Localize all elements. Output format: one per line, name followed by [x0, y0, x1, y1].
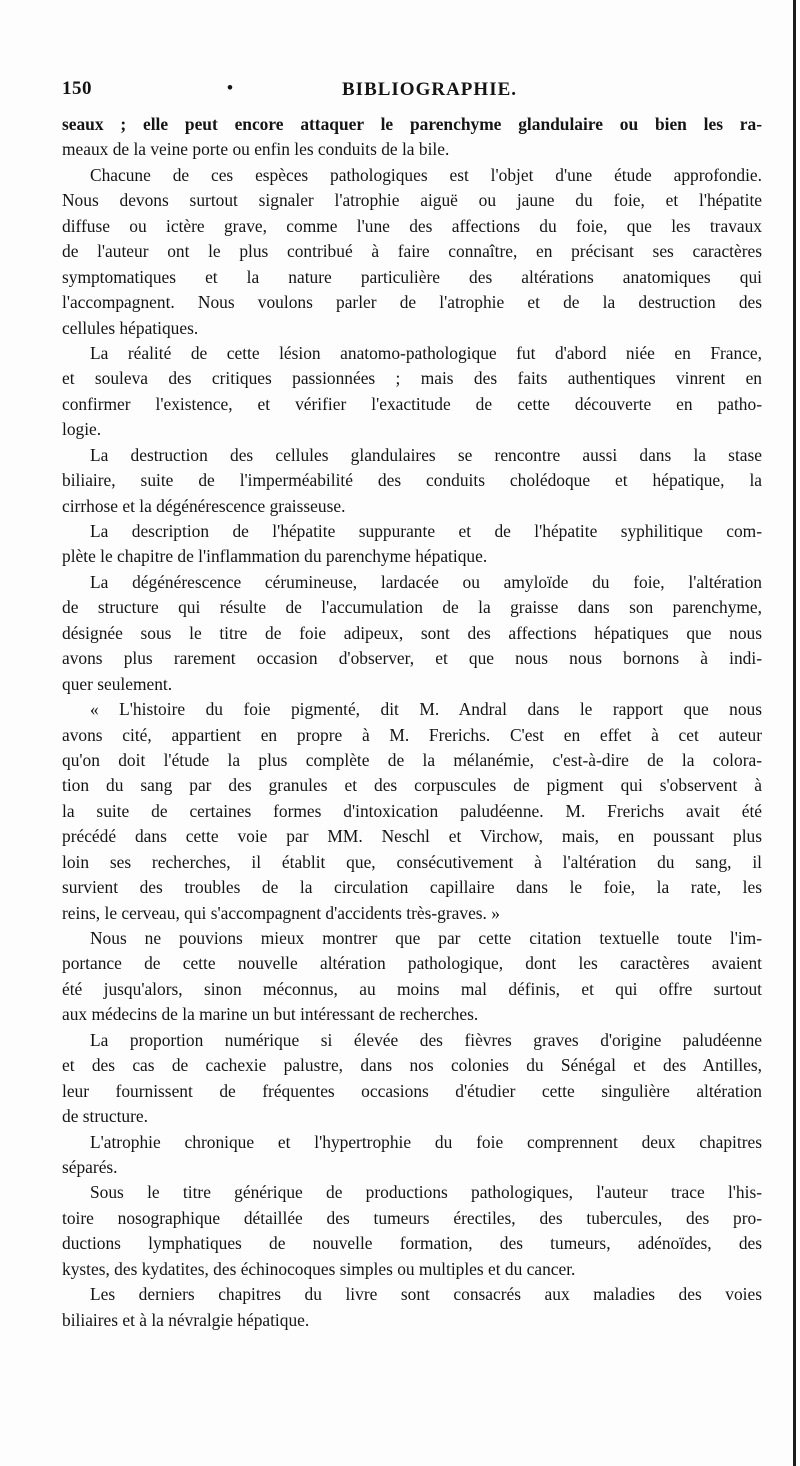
text-line: seaux ; elle peut encore attaquer le parenchyme glandulaire ou bien les ra-: [62, 114, 762, 134]
text-line: meaux de la veine porte ou enfin les conduits de la bile.: [62, 139, 450, 160]
text-line: cirrhose et la dégénérescence graisseuse.: [62, 495, 346, 516]
text-line: La description de l'hépatite suppurante et de l'hépatite syphilitique com-: [90, 521, 762, 541]
text-line: La proportion numérique si élevée des fièvres graves d'origine paludéenne: [90, 1029, 762, 1050]
text-line: de structure qui résulte de l'accumulation de la graisse dans son parenchyme,: [62, 597, 762, 618]
text-line: Les derniers chapitres du livre sont consacrés aux maladies des voies: [90, 1284, 762, 1305]
header-ornament: •: [227, 78, 233, 97]
text-line: avons plus rarement occasion d'observer, et que nous nous bornons à indi-: [62, 648, 762, 669]
text-line: avons cité, appartient en propre à M. Frerichs. C'est en effet à cet auteur: [62, 724, 762, 745]
text-line: kystes, des kydatites, des échinocoques simples ou multiples et du cancer.: [62, 1258, 576, 1279]
text-line: et souleva des critiques passionnées ; mais des faits authentiques vinrent en: [62, 368, 762, 389]
running-title: BIBLIOGRAPHIE.: [342, 79, 518, 100]
text-line: leur fournissent de fréquentes occasions d'étudier cette singulière altération: [62, 1080, 762, 1101]
text-line: La dégénérescence cérumineuse, lardacée ou amyloïde du foie, l'altération: [90, 571, 762, 592]
text-line: Nous ne pouvions mieux montrer que par cette citation textuelle toute l'im-: [90, 928, 762, 948]
running-header: [62, 78, 692, 108]
text-line: portance de cette nouvelle altération pathologique, dont les caractères avaient: [62, 953, 762, 974]
text-line: précédé dans cette voie par MM. Neschl et Virchow, mais, en poussant plus: [62, 826, 762, 847]
text-line: Sous le titre générique de productions pathologiques, l'auteur trace l'his-: [90, 1182, 762, 1203]
text-line: désignée sous le titre de foie adipeux, sont des affections hépatiques que nous: [62, 622, 762, 643]
text-line: biliaires et à la névralgie hépatique.: [62, 1309, 310, 1330]
page-number: 150: [62, 78, 92, 99]
page-edge-line: [793, 0, 796, 1466]
text-line: L'atrophie chronique et l'hypertrophie du foie comprennent deux chapitres: [90, 1131, 762, 1152]
text-line: loin ses recherches, il établit que, consécutivement à l'altération du sang, il: [62, 851, 762, 872]
text-line: La destruction des cellules glandulaires se rencontre aussi dans la stase: [90, 444, 762, 465]
text-line: cellules hépatiques.: [62, 317, 199, 338]
text-line: l'accompagnent. Nous voulons parler de l'atrophie et de la destruction des: [62, 292, 762, 313]
text-line: symptomatiques et la nature particulière des altérations anatomiques qui: [62, 266, 762, 287]
text-line: La réalité de cette lésion anatomo-pathologique fut d'abord niée en France,: [90, 342, 762, 363]
text-line: tion du sang par des granules et des corpuscules de pigment qui s'observent à: [62, 775, 762, 796]
text-line: quer seulement.: [62, 673, 173, 694]
text-line: plète le chapitre de l'inflammation du parenchyme hépatique.: [62, 546, 488, 567]
text-line: ductions lymphatiques de nouvelle formation, des tumeurs, adénoïdes, des: [62, 1233, 762, 1254]
text-line: de structure.: [62, 1106, 148, 1127]
text-line: de l'auteur ont le plus contribué à faire connaître, en précisant ses caractères: [62, 241, 762, 262]
text-line: toire nosographique détaillée des tumeurs érectiles, des tubercules, des pro-: [62, 1207, 762, 1228]
text-line: diffuse ou ictère grave, comme l'une des affections du foie, que les travaux: [62, 215, 762, 236]
body-text: [62, 112, 762, 1333]
text-line: aux médecins de la marine un but intéressant de recherches.: [62, 1004, 479, 1025]
text-line: été jusqu'alors, sinon méconnus, au moins mal définis, et qui offre surtout: [62, 978, 762, 999]
text-line: Nous devons surtout signaler l'atrophie aiguë ou jaune du foie, et l'hépatite: [62, 190, 762, 211]
text-line: survient des troubles de la circulation capillaire dans le foie, la rate, les: [62, 877, 762, 898]
text-line: biliaire, suite de l'imperméabilité des conduits cholédoque et hépatique, la: [62, 470, 762, 491]
text-line: séparés.: [62, 1156, 118, 1177]
text-line: reins, le cerveau, qui s'accompagnent d'accidents très-graves. »: [62, 902, 500, 923]
text-line: et des cas de cachexie palustre, dans nos colonies du Sénégal et des Antilles,: [62, 1055, 762, 1076]
text-line: logie.: [62, 419, 102, 440]
text-line: « L'histoire du foie pigmenté, dit M. Andral dans le rapport que nous: [90, 699, 762, 720]
text-line: confirmer l'existence, et vérifier l'exactitude de cette découverte en patho-: [62, 393, 762, 414]
text-line: qu'on doit l'étude la plus complète de la mélanémie, c'est-à-dire de la colora-: [62, 749, 762, 770]
text-line: la suite de certaines formes d'intoxication paludéenne. M. Frerichs avait été: [62, 800, 762, 821]
text-line: Chacune de ces espèces pathologiques est l'objet d'une étude approfondie.: [90, 164, 762, 185]
